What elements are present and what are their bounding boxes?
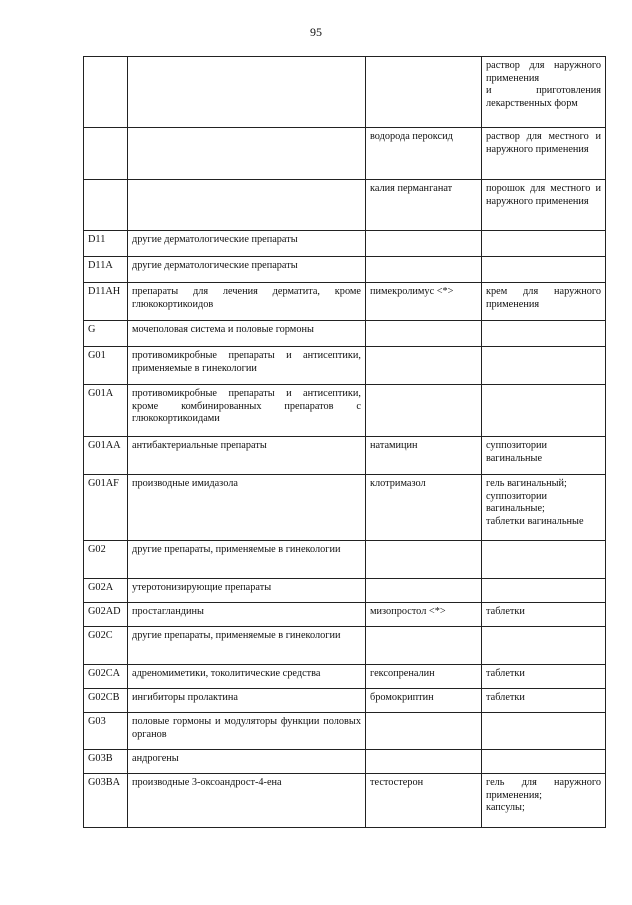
dosage-form-cell-text: гель для наружного применения; капсулы; [486,777,601,813]
drug-name-cell [366,627,482,665]
table-row [84,579,606,603]
drug-name-cell-text: гексопреналин [370,668,435,679]
dosage-form-cell-text: крем для наружного применения [486,286,601,310]
table-body [84,57,606,828]
group-name-cell [128,283,366,321]
group-name-cell-text: половые гормоны и модуляторы функции половых органов [132,716,361,740]
drug-name-cell [366,774,482,828]
dosage-form-cell [482,750,606,774]
dosage-form-cell-text: порошок для местного и наружного применения [486,183,601,207]
dosage-form-cell-text: таблетки [486,668,525,679]
atc-code-cell [84,689,128,713]
drug-name-cell [366,128,482,180]
drug-name-cell [366,437,482,475]
group-name-cell-text: противомикробные препараты и антисептики, кроме комбинированных препаратов с глюкокортикоидами [132,388,361,424]
dosage-form-cell [482,713,606,750]
dosage-form-cell [482,437,606,475]
table-row [84,57,606,128]
group-name-cell-text: другие препараты, применяемые в гинекологии [132,544,341,555]
drug-name-cell-text: клотримазол [370,478,426,489]
drug-name-cell [366,231,482,257]
table-row [84,689,606,713]
dosage-form-cell-text: таблетки [486,692,525,703]
table-row [84,437,606,475]
atc-code-cell [84,385,128,437]
drug-name-cell [366,665,482,689]
table-row [84,665,606,689]
group-name-cell [128,713,366,750]
table-row [84,257,606,283]
table-row [84,774,606,828]
group-name-cell [128,689,366,713]
atc-code-cell-text: D11A [88,260,113,271]
group-name-cell-text: другие препараты, применяемые в гинекологии [132,630,341,641]
group-name-cell [128,750,366,774]
table-row [84,128,606,180]
dosage-form-cell [482,774,606,828]
dosage-form-cell [482,321,606,347]
group-name-cell-text: другие дерматологические препараты [132,234,298,245]
drug-name-cell [366,475,482,541]
atc-code-cell [84,475,128,541]
table-row [84,231,606,257]
drug-name-cell [366,689,482,713]
drug-name-cell-text: калия перманганат [370,183,453,194]
atc-code-cell [84,321,128,347]
drug-table [83,56,606,828]
dosage-form-cell [482,603,606,627]
drug-name-cell [366,57,482,128]
dosage-form-cell [482,475,606,541]
table-row [84,347,606,385]
page-number: 95 [310,25,322,39]
atc-code-cell-text: G02CB [88,692,120,703]
group-name-cell [128,541,366,579]
atc-code-cell-text: D11AH [88,286,121,297]
table-row [84,627,606,665]
table-row [84,475,606,541]
atc-code-cell-text: G01A [88,388,114,399]
atc-code-cell-text: G [88,324,96,335]
drug-name-cell [366,713,482,750]
atc-code-cell [84,231,128,257]
group-name-cell [128,665,366,689]
group-name-cell-text: препараты для лечения дерматита, кроме глюкокортикоидов [132,286,361,310]
drug-name-cell-text: тестостерон [370,777,424,788]
group-name-cell [128,257,366,283]
drug-name-cell-text: бромокриптин [370,692,434,703]
drug-name-cell [366,283,482,321]
dosage-form-cell [482,541,606,579]
drug-name-cell [366,541,482,579]
atc-code-cell-text: G01AF [88,478,119,489]
dosage-form-cell-text: суппозитории вагинальные [486,440,548,464]
dosage-form-cell-text: гель вагинальный; суппозитории вагинальные; таблетки вагинальные [486,478,584,527]
atc-code-cell-text: G02CA [88,668,121,679]
group-name-cell [128,437,366,475]
drug-name-cell-text: пимекролимус <*> [370,286,454,297]
atc-code-cell-text: G01AA [88,440,121,451]
group-name-cell [128,774,366,828]
atc-code-cell [84,180,128,231]
atc-code-cell [84,128,128,180]
dosage-form-cell [482,579,606,603]
group-name-cell [128,603,366,627]
table-row [84,713,606,750]
atc-code-cell-text: G02AD [88,606,121,617]
group-name-cell-text: ингибиторы пролактина [132,692,238,703]
atc-code-cell [84,347,128,385]
group-name-cell-text: мочеполовая система и половые гормоны [132,324,314,335]
dosage-form-cell [482,385,606,437]
dosage-form-cell [482,689,606,713]
group-name-cell [128,180,366,231]
group-name-cell-text: противомикробные препараты и антисептики, применяемые в гинекологии [132,350,361,374]
atc-code-cell-text: G02A [88,582,114,593]
atc-code-cell [84,541,128,579]
drug-name-cell [366,385,482,437]
group-name-cell [128,385,366,437]
dosage-form-cell [482,231,606,257]
table-row [84,385,606,437]
group-name-cell-text: производные 3-оксоандрост-4-ена [132,777,282,788]
atc-code-cell [84,665,128,689]
drug-name-cell [366,347,482,385]
group-name-cell-text: производные имидазола [132,478,238,489]
atc-code-cell [84,437,128,475]
atc-code-cell-text: G02 [88,544,106,555]
atc-code-cell [84,774,128,828]
drug-name-cell-text: натамицин [370,440,418,451]
drug-name-cell [366,257,482,283]
group-name-cell-text: андрогены [132,753,179,764]
dosage-form-cell [482,128,606,180]
atc-code-cell-text: G03BA [88,777,121,788]
atc-code-cell-text: G03B [88,753,113,764]
table-row [84,541,606,579]
drug-name-cell [366,321,482,347]
group-name-cell [128,627,366,665]
dosage-form-cell-text: раствор для местного и наружного применения [486,131,601,155]
atc-code-cell-text: D11 [88,234,106,245]
dosage-form-cell [482,627,606,665]
drug-name-cell [366,579,482,603]
atc-code-cell [84,713,128,750]
dosage-form-cell [482,283,606,321]
atc-code-cell [84,750,128,774]
group-name-cell [128,231,366,257]
table-row [84,750,606,774]
atc-code-cell [84,579,128,603]
atc-code-cell-text: G03 [88,716,106,727]
group-name-cell-text: простагландины [132,606,204,617]
drug-name-cell-text: мизопростол <*> [370,606,446,617]
group-name-cell [128,347,366,385]
atc-code-cell [84,603,128,627]
dosage-form-cell [482,665,606,689]
group-name-cell-text: антибактериальные препараты [132,440,267,451]
dosage-form-cell [482,57,606,128]
dosage-form-cell-text: раствор для наружного применения и приготовления лекарственных форм [486,60,601,109]
table-row [84,180,606,231]
drug-name-cell [366,750,482,774]
atc-code-cell [84,283,128,321]
dosage-form-cell-text: таблетки [486,606,525,617]
dosage-form-cell [482,257,606,283]
drug-name-cell [366,603,482,627]
atc-code-cell [84,257,128,283]
atc-code-cell-text: G02C [88,630,113,641]
atc-code-cell [84,627,128,665]
group-name-cell [128,128,366,180]
dosage-form-cell [482,180,606,231]
group-name-cell [128,475,366,541]
group-name-cell-text: адреномиметики, токолитические средства [132,668,321,679]
table-row [84,603,606,627]
dosage-form-cell [482,347,606,385]
atc-code-cell [84,57,128,128]
group-name-cell [128,321,366,347]
table-row [84,321,606,347]
atc-code-cell-text: G01 [88,350,106,361]
drug-name-cell-text: водорода пероксид [370,131,453,142]
group-name-cell-text: другие дерматологические препараты [132,260,298,271]
group-name-cell-text: утеротонизирующие препараты [132,582,272,593]
table-row [84,283,606,321]
group-name-cell [128,579,366,603]
drug-name-cell [366,180,482,231]
group-name-cell [128,57,366,128]
